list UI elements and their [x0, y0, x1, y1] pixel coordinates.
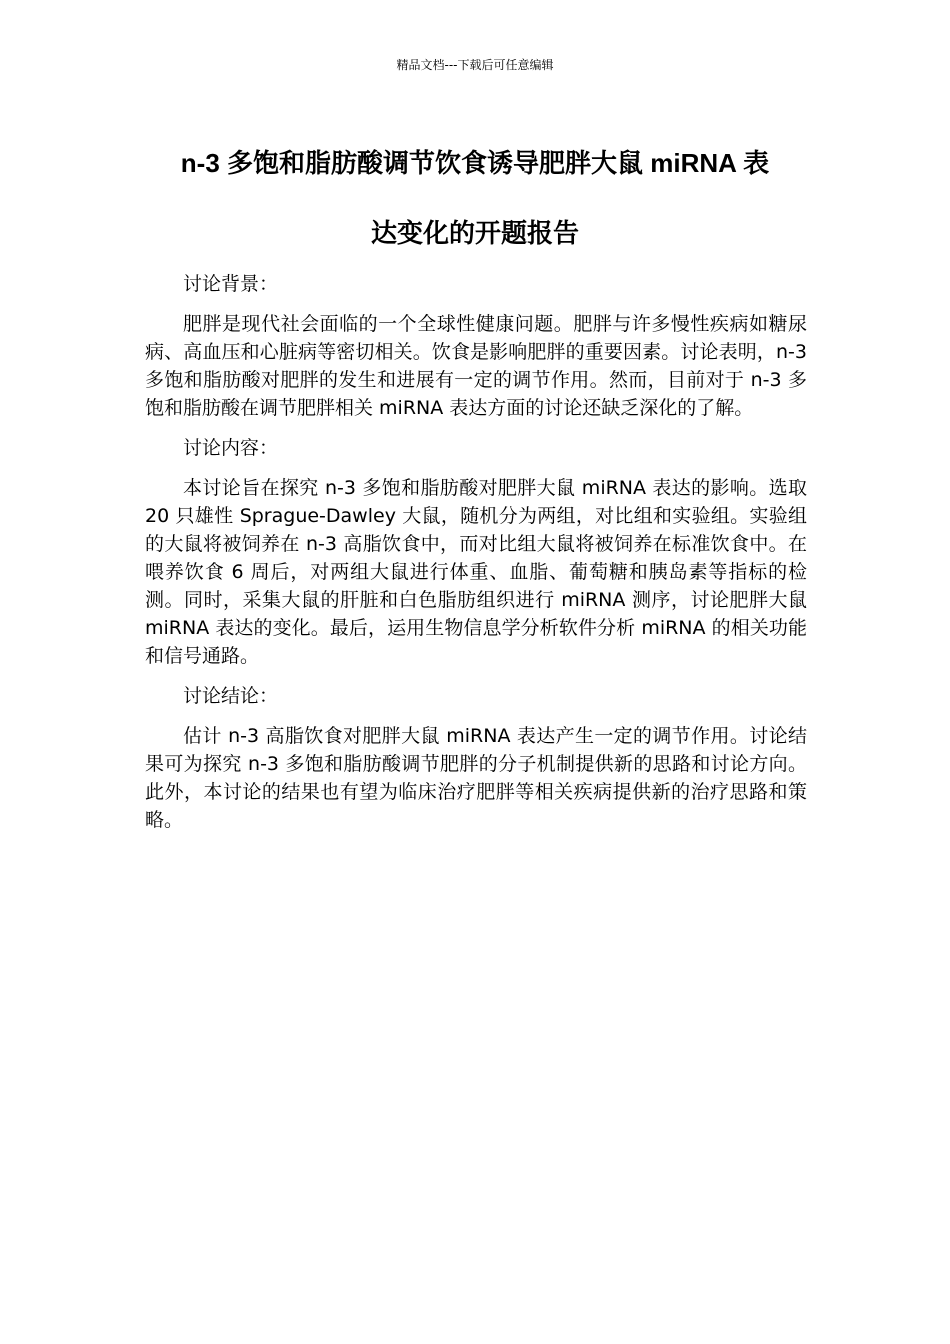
paragraph-background: 肥胖是现代社会面临的一个全球性健康问题。肥胖与许多慢性疾病如糖尿病、高血压和心脏病等密切相关。饮食是影响肥胖的重要因素。讨论表明，n-3 多饱和脂肪酸对肥胖的发生和进展有一定的调节作用。然而，目前对于 n-3 多饱和脂肪酸在调节肥胖相关 miRNA 表达方面的讨论还缺乏深化的了解。: [145, 313, 807, 419]
paragraph-conclusion: 估计 n-3 高脂饮食对肥胖大鼠 miRNA 表达产生一定的调节作用。讨论结果可为探究 n-3 多饱和脂肪酸调节肥胖的分子机制提供新的思路和讨论方向。此外，本讨论的结果也有望为临床治疗肥胖等相关疾病提供新的治疗思路和策略。: [145, 725, 807, 831]
section-heading-background: 讨论背景：: [183, 273, 279, 295]
header-note: 精品文档---下载后可任意编辑: [396, 58, 554, 72]
document-body: [145, 270, 807, 846]
paragraph-content: 本讨论旨在探究 n-3 多饱和脂肪酸对肥胖大鼠 miRNA 表达的影响。选取 20 只雄性 Sprague-Dawley 大鼠，随机分为两组，对比组和实验组。实验组的大鼠将被饲养在 n-3 高脂饮食中，而对比组大鼠将被饲养在标准饮食中。在喂养饮食 6 周后，对两组大鼠进行体重、血脂、葡萄糖和胰岛素等指标的检测。同时，采集大鼠的肝脏和白色脂肪组织进行 miRNA 测序，讨论肥胖大鼠 miRNA 表达的变化。最后，运用生物信息学分析软件分析 miRNA 的相关功能和信号通路。: [145, 477, 807, 667]
section-heading-conclusion: 讨论结论：: [183, 685, 279, 707]
title-line-1: n-3 多饱和脂肪酸调节饮食诱导肥胖大鼠 miRNA 表: [180, 148, 770, 178]
section-heading-content: 讨论内容：: [183, 437, 279, 459]
document-title: [120, 128, 830, 268]
title-line-2: 达变化的开题报告: [370, 218, 579, 248]
